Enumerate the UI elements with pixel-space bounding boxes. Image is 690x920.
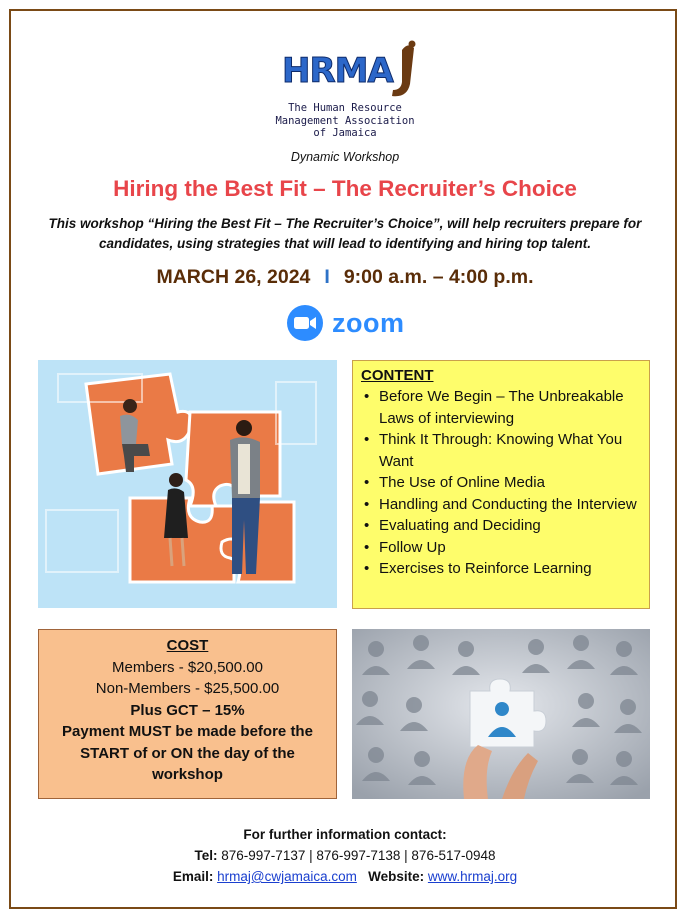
website-link[interactable]: www.hrmaj.org <box>427 869 518 884</box>
content-heading: CONTENT <box>361 367 434 384</box>
list-item: • Handling and Conducting the Interview <box>361 494 641 516</box>
zoom-wordmark: zoom <box>332 307 405 338</box>
contact-footer <box>0 824 690 887</box>
list-item: • The Use of Online Media <box>361 472 641 494</box>
list-item: • Think It Through: Knowing What You Want <box>361 429 641 472</box>
list-item: • Exercises to Reinforce Learning <box>361 558 641 580</box>
payment-note: Payment MUST be made before the START of or ON the day of the workshop <box>62 723 313 783</box>
page-title: Hiring the Best Fit – The Recruiter’s Choice <box>113 176 577 201</box>
email-website-line <box>0 866 690 887</box>
event-datetime <box>0 266 690 289</box>
zoom-badge <box>286 304 405 342</box>
content-list <box>361 386 641 580</box>
org-name: The Human Resource Management Association of Jamaica <box>275 102 415 139</box>
hrmaj-logo <box>280 40 430 100</box>
phone-numbers: 876-997-7137 | 876-997-7138 | 876-517-0948 <box>221 848 496 863</box>
svg-text:HRMA: HRMA <box>282 51 393 91</box>
gct-note: Plus GCT – 15% <box>130 701 245 719</box>
phone-line <box>0 845 690 866</box>
members-price: Members - $20,500.00 <box>112 658 263 676</box>
website-label: Website: <box>368 869 425 884</box>
list-item: • Follow Up <box>361 537 641 559</box>
zoom-camera-icon <box>286 304 324 342</box>
event-date: MARCH 26, 2024 <box>156 266 311 288</box>
people-puzzle-photo <box>352 629 650 799</box>
puzzle-teamwork-illustration <box>38 360 337 608</box>
event-time: 9:00 a.m. – 4:00 p.m. <box>343 266 534 288</box>
tel-label: Tel: <box>194 848 218 863</box>
content-panel <box>352 360 650 609</box>
event-description: This workshop “Hiring the Best Fit – The Recruiter’s Choice”, will help recruiters prepare for candidates, using strategies that will lead to identifying and hiring top talent. <box>48 216 642 251</box>
cost-heading: COST <box>166 637 209 654</box>
cost-panel <box>38 629 337 799</box>
non-members-price: Non-Members - $25,500.00 <box>95 680 280 697</box>
event-kicker: Dynamic Workshop <box>290 150 400 164</box>
email-label: Email: <box>172 869 214 884</box>
date-separator: I <box>324 266 330 288</box>
list-item: • Before We Begin – The Unbreakable Laws of interviewing <box>361 386 641 429</box>
contact-heading: For further information contact: <box>243 827 447 842</box>
email-link[interactable]: hrmaj@cwjamaica.com <box>217 869 357 884</box>
list-item: • Evaluating and Deciding <box>361 515 641 537</box>
